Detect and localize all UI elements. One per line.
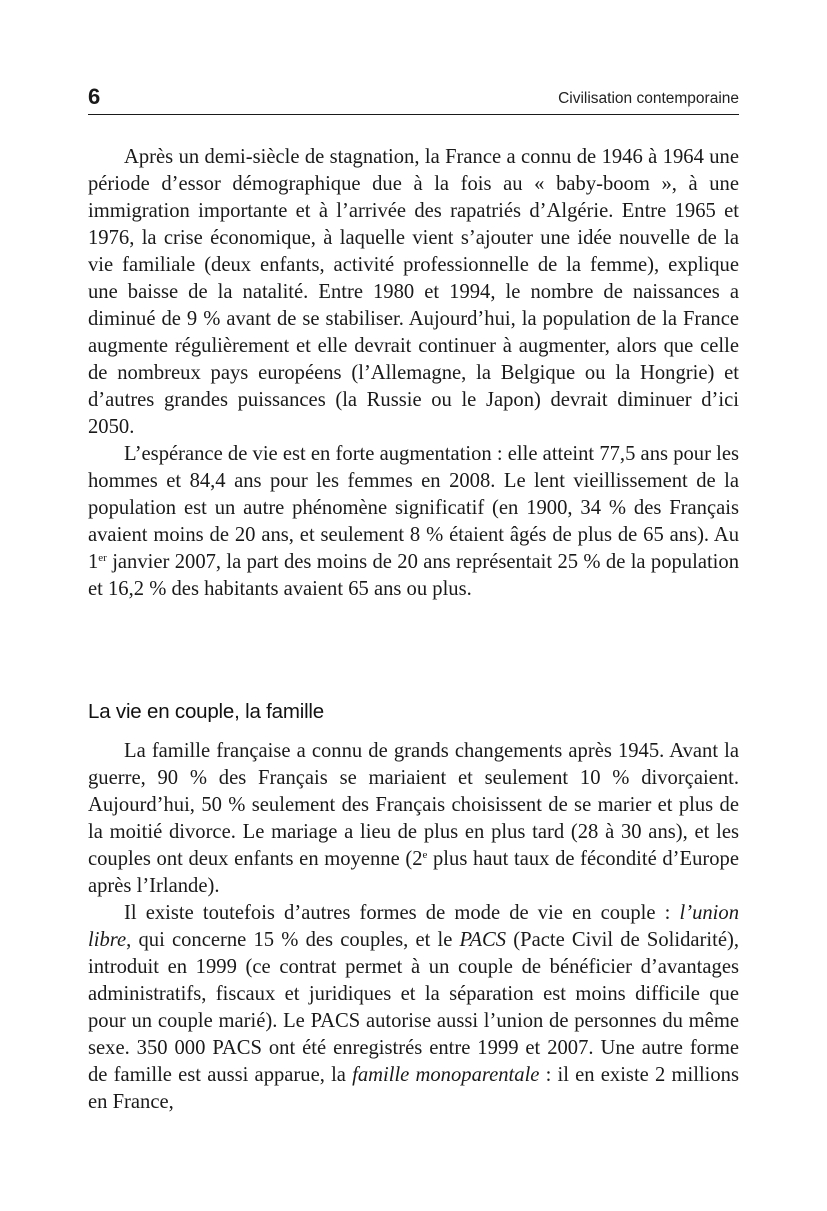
paragraph-text: Il existe toutefois d’autres formes de mode de vie en couple : — [124, 902, 680, 924]
page-number: 6 — [88, 84, 101, 109]
paragraph — [88, 441, 739, 603]
italic-term: PACS — [459, 929, 507, 951]
paragraph-text: plus haut taux de fécondité d’Europe après l’Irlande). — [88, 848, 739, 897]
paragraph-text: janvier 2007, la part des moins de 20 ans représentait 25 % de la population et 16,2 % des habitants avaient 65 ans ou plus. — [88, 551, 739, 600]
family-text — [88, 738, 739, 1116]
paragraph-text: (Pacte Civil de Solidarité), introduit en 1999 (ce contrat permet à un couple de bénéficier d’avantages administratifs, fiscaux et juridiques et la séparation est moins difficile que pour un couple marié). Le PACS autorise aussi l’union de personnes du même sexe. 350 000 PACS ont été enregistrés entre 1999 et 2007. Une autre forme de famille est aussi apparue, la — [88, 929, 739, 1086]
running-title: Civilisation contemporaine — [558, 90, 739, 107]
paragraph — [88, 738, 739, 900]
section-heading: La vie en couple, la famille — [88, 700, 324, 723]
demography-text — [88, 144, 739, 603]
paragraph-text: L’espérance de vie est en forte augmentation : elle atteint 77,5 ans pour les hommes et 84,4 ans pour les femmes en 2008. Le lent vieillissement de la population est un autre phénomène significatif (en 1900, 34 % des Français avaient moins de 20 ans, et seulement 8 % étaient âgés de plus de 65 ans). Au 1 — [88, 443, 739, 573]
running-header — [88, 84, 739, 115]
italic-term: l’union libre — [88, 902, 739, 951]
paragraph — [88, 144, 739, 441]
paragraph-text: La famille française a connu de grands changements après 1945. Avant la guerre, 90 % des Français se mariaient et seulement 10 % divorçaient. Aujourd’hui, 50 % seulement des Français choisissent de se marier et plus de la moitié divorce. Le mariage a lieu de plus en plus tard (28 à 30 ans), et les couples ont deux enfants en moyenne (2 — [88, 740, 739, 870]
paragraph-text: , qui concerne 15 % des couples, et le — [126, 929, 460, 951]
italic-term: famille monoparentale — [352, 1064, 540, 1086]
paragraph-text: : il en existe 2 millions en France, — [88, 1064, 739, 1113]
paragraph — [88, 900, 739, 1116]
ordinal-superscript: er — [98, 552, 107, 564]
ordinal-superscript: e — [422, 849, 428, 861]
paragraph-text: Après un demi-siècle de stagnation, la France a connu de 1946 à 1964 une période d’essor démographique due à la fois au « baby-boom », à une immigration importante et à l’arrivée des rapatriés d’Algérie. Entre 1965 et 1976, la crise économique, à laquelle vient s’ajouter une idée nouvelle de la vie familiale (deux enfants, activité professionnelle de la femme), explique une baisse de la natalité. Entre 1980 et 1994, le nombre de naissances a diminué de 9 % avant de se stabiliser. Aujourd’hui, la population de la France augmente régulièrement et elle devrait continuer à augmenter, alors que celle de nombreux pays européens (l’Allemagne, la Belgique ou la Hongrie) et d’autres grandes puissances (la Russie ou le Japon) devrait diminuer d’ici 2050. — [88, 146, 739, 438]
